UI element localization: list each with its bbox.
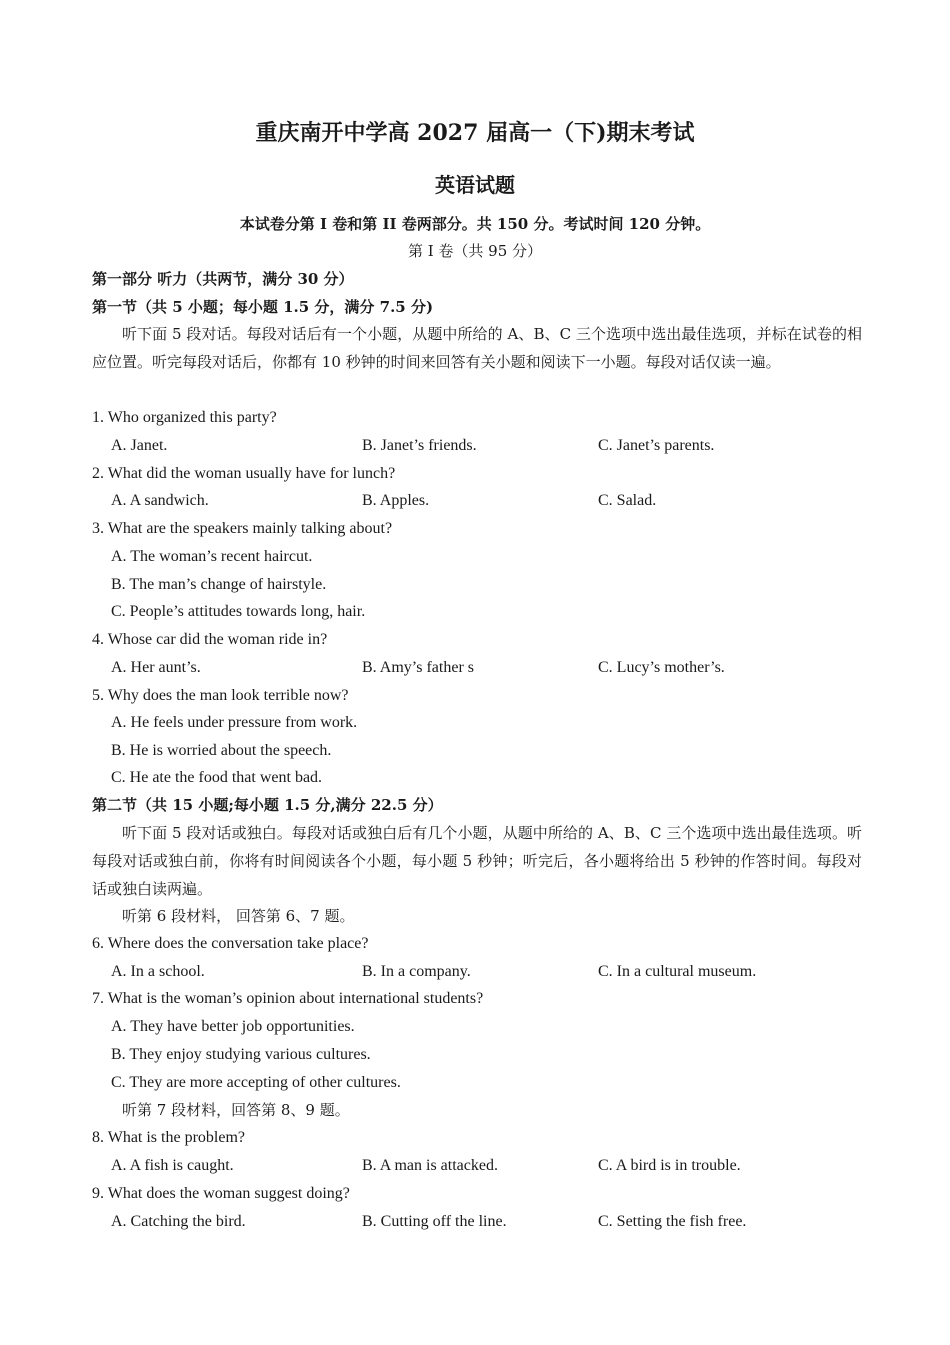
- option-c: C. They are more accepting of other cultures.: [111, 1074, 401, 1091]
- option-a: A. Her aunt’s.: [111, 659, 201, 676]
- exam-title: 重庆南开中学高 2027 届高一（下)期末考试: [255, 120, 695, 146]
- option-a: A. Catching the bird.: [111, 1213, 246, 1230]
- section1-heading: 第一节（共 5 小题；每小题 1.5 分，满分 7.5 分): [92, 298, 434, 316]
- subject-title: 英语试题: [435, 173, 515, 197]
- option-a: A. The woman’s recent haircut.: [111, 548, 313, 565]
- option-c: C. Janet’s parents.: [598, 437, 715, 454]
- option-b: B. Amy’s father s: [362, 659, 474, 676]
- question-stem: 8. What is the problem?: [92, 1129, 245, 1146]
- option-b: B. The man’s change of hairstyle.: [111, 576, 327, 593]
- material-7-note: 听第 7 段材料，回答第 8、9 题。: [122, 1101, 350, 1119]
- material-6-note: 听第 6 段材料， 回答第 6、7 题。: [122, 907, 355, 925]
- section2-heading: 第二节（共 15 小题;每小题 1.5 分,满分 22.5 分）: [92, 796, 443, 814]
- question-stem: 9. What does the woman suggest doing?: [92, 1185, 350, 1202]
- option-a: A. In a school.: [111, 963, 205, 980]
- option-c: C. Salad.: [598, 492, 657, 509]
- option-c: C. He ate the food that went bad.: [111, 769, 323, 786]
- option-b: B. A man is attacked.: [362, 1157, 498, 1174]
- option-c: C. A bird is in trouble.: [598, 1157, 741, 1174]
- question-stem: 5. Why does the man look terrible now?: [92, 687, 349, 704]
- volume-label: 第 I 卷（共 95 分）: [407, 242, 543, 260]
- exam-info: 本试卷分第 I 卷和第 II 卷两部分。共 150 分。考试时间 120 分钟。: [239, 215, 711, 233]
- option-c: C. Setting the fish free.: [598, 1213, 747, 1230]
- option-a: A. Janet.: [111, 437, 168, 454]
- question-stem: 6. Where does the conversation take place?: [92, 935, 369, 952]
- option-b: B. Janet’s friends.: [362, 437, 477, 454]
- section1-instructions: 听下面 5 段对话。每段对话后有一个小题，从题中所给的 A、B、C 三个选项中选出最佳选项，并标在试卷的相应位置。听完每段对话后，你都有 10 秒钟的时间来回答有关小题和阅读下一小题。每段对话仅读一遍。: [92, 325, 862, 371]
- option-b: B. In a company.: [362, 963, 471, 980]
- option-c: C. Lucy’s mother’s.: [598, 659, 725, 676]
- option-c: C. People’s attitudes towards long, hair.: [111, 603, 366, 620]
- option-a: A. He feels under pressure from work.: [111, 714, 358, 731]
- question-stem: 4. Whose car did the woman ride in?: [92, 631, 328, 648]
- option-a: A. A sandwich.: [111, 492, 209, 509]
- option-c: C. In a cultural museum.: [598, 963, 757, 980]
- question-stem: 1. Who organized this party?: [92, 409, 277, 426]
- option-a: A. A fish is caught.: [111, 1157, 234, 1174]
- question-stem: 7. What is the woman’s opinion about international students?: [92, 990, 484, 1007]
- option-b: B. He is worried about the speech.: [111, 742, 332, 759]
- option-b: B. They enjoy studying various cultures.: [111, 1046, 371, 1063]
- part1-heading: 第一部分 听力（共两节，满分 30 分）: [92, 270, 354, 288]
- option-b: B. Cutting off the line.: [362, 1213, 507, 1230]
- question-stem: 3. What are the speakers mainly talking about?: [92, 520, 393, 537]
- question-stem: 2. What did the woman usually have for lunch?: [92, 465, 396, 482]
- section2-instructions: 听下面 5 段对话或独白。每段对话或独白后有几个小题，从题中所给的 A、B、C 三个选项中选出最佳选项。听每段对话或独白前，你将有时间阅读各个小题，每小题 5 秒钟；听完后，各小题将给出 5 秒钟的作答时间。每段对话或独白读两遍。: [92, 824, 862, 898]
- option-a: A. They have better job opportunities.: [111, 1018, 355, 1035]
- option-b: B. Apples.: [362, 492, 430, 509]
